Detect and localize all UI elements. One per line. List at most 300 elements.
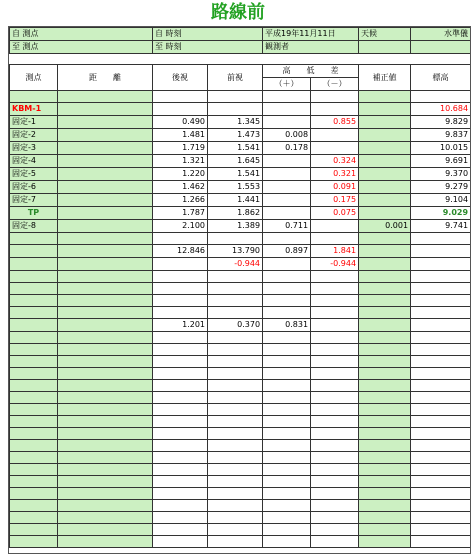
backsight-cell[interactable] bbox=[153, 512, 208, 524]
foresight-cell[interactable] bbox=[208, 271, 263, 283]
backsight-cell[interactable] bbox=[153, 452, 208, 464]
plus-cell[interactable] bbox=[263, 344, 311, 356]
plus-cell[interactable] bbox=[263, 116, 311, 129]
foresight-cell[interactable] bbox=[208, 295, 263, 307]
point-cell[interactable] bbox=[10, 233, 58, 245]
minus-cell[interactable] bbox=[311, 404, 359, 416]
correction-cell[interactable] bbox=[359, 307, 411, 319]
total-plus[interactable]: 0.897 bbox=[263, 245, 311, 258]
point-cell[interactable] bbox=[10, 283, 58, 295]
point-cell[interactable] bbox=[10, 536, 58, 548]
minus-cell[interactable] bbox=[311, 488, 359, 500]
foresight-cell[interactable] bbox=[208, 404, 263, 416]
plus-cell[interactable] bbox=[263, 356, 311, 368]
point-cell[interactable]: KBM-1 bbox=[10, 103, 58, 116]
correction-cell[interactable] bbox=[359, 258, 411, 271]
distance-cell[interactable] bbox=[58, 283, 153, 295]
correction-cell[interactable] bbox=[359, 233, 411, 245]
backsight-cell[interactable] bbox=[153, 344, 208, 356]
plus-cell[interactable] bbox=[263, 307, 311, 319]
diff-minus[interactable]: -0.944 bbox=[311, 258, 359, 271]
foresight-cell[interactable] bbox=[208, 392, 263, 404]
point-cell[interactable] bbox=[10, 500, 58, 512]
backsight-cell[interactable]: 1.220 bbox=[153, 168, 208, 181]
point-cell[interactable] bbox=[10, 464, 58, 476]
plus-cell[interactable] bbox=[263, 332, 311, 344]
distance-cell[interactable] bbox=[58, 258, 153, 271]
foresight-cell[interactable] bbox=[208, 464, 263, 476]
distance-cell[interactable] bbox=[58, 271, 153, 283]
backsight-cell[interactable] bbox=[153, 295, 208, 307]
correction-cell[interactable] bbox=[359, 416, 411, 428]
distance-cell[interactable] bbox=[58, 116, 153, 129]
minus-cell[interactable] bbox=[311, 452, 359, 464]
elevation-cell[interactable] bbox=[411, 344, 471, 356]
correction-cell[interactable] bbox=[359, 428, 411, 440]
elevation-cell[interactable]: 9.741 bbox=[411, 220, 471, 233]
minus-cell[interactable]: 0.324 bbox=[311, 155, 359, 168]
minus-cell[interactable]: 0.321 bbox=[311, 168, 359, 181]
plus-cell[interactable] bbox=[263, 440, 311, 452]
foresight-cell[interactable]: 1.645 bbox=[208, 155, 263, 168]
minus-cell[interactable] bbox=[311, 142, 359, 155]
point-cell[interactable] bbox=[10, 307, 58, 319]
point-cell[interactable] bbox=[10, 344, 58, 356]
point-cell[interactable] bbox=[10, 245, 58, 258]
plus-cell[interactable] bbox=[263, 368, 311, 380]
minus-cell[interactable] bbox=[311, 319, 359, 332]
minus-cell[interactable] bbox=[311, 271, 359, 283]
foresight-cell[interactable] bbox=[208, 332, 263, 344]
plus-cell[interactable] bbox=[263, 283, 311, 295]
info-blank[interactable] bbox=[359, 41, 411, 54]
backsight-cell[interactable] bbox=[153, 103, 208, 116]
plus-cell[interactable] bbox=[263, 194, 311, 207]
distance-cell[interactable] bbox=[58, 319, 153, 332]
minus-cell[interactable] bbox=[311, 332, 359, 344]
backsight-cell[interactable]: 0.490 bbox=[153, 116, 208, 129]
backsight-cell[interactable]: 2.100 bbox=[153, 220, 208, 233]
foresight-cell[interactable]: 1.473 bbox=[208, 129, 263, 142]
distance-cell[interactable] bbox=[58, 500, 153, 512]
point-cell[interactable]: 固定-7 bbox=[10, 194, 58, 207]
correction-cell[interactable] bbox=[359, 116, 411, 129]
foresight-cell[interactable] bbox=[208, 103, 263, 116]
backsight-cell[interactable] bbox=[153, 500, 208, 512]
correction-cell[interactable] bbox=[359, 103, 411, 116]
foresight-cell[interactable] bbox=[208, 524, 263, 536]
plus-cell[interactable] bbox=[263, 476, 311, 488]
correction-cell[interactable] bbox=[359, 452, 411, 464]
point-cell[interactable] bbox=[10, 319, 58, 332]
distance-cell[interactable] bbox=[58, 440, 153, 452]
foresight-cell[interactable] bbox=[208, 488, 263, 500]
point-cell[interactable] bbox=[10, 488, 58, 500]
elevation-cell[interactable]: 9.837 bbox=[411, 129, 471, 142]
elevation-cell[interactable]: 9.370 bbox=[411, 168, 471, 181]
point-cell[interactable]: 固定-8 bbox=[10, 220, 58, 233]
distance-cell[interactable] bbox=[58, 103, 153, 116]
plus-cell[interactable] bbox=[263, 181, 311, 194]
plus-cell[interactable]: 0.008 bbox=[263, 129, 311, 142]
foresight-cell[interactable]: 1.553 bbox=[208, 181, 263, 194]
backsight-cell[interactable] bbox=[153, 416, 208, 428]
foresight-cell[interactable] bbox=[208, 452, 263, 464]
minus-cell[interactable] bbox=[311, 380, 359, 392]
correction-cell[interactable] bbox=[359, 512, 411, 524]
plus-cell[interactable] bbox=[263, 488, 311, 500]
foresight-cell[interactable] bbox=[208, 307, 263, 319]
total-backsight[interactable]: 12.846 bbox=[153, 245, 208, 258]
point-cell[interactable] bbox=[10, 512, 58, 524]
correction-cell[interactable] bbox=[359, 368, 411, 380]
plus-cell[interactable]: 0.178 bbox=[263, 142, 311, 155]
distance-cell[interactable] bbox=[58, 207, 153, 220]
correction-cell[interactable] bbox=[359, 500, 411, 512]
minus-cell[interactable] bbox=[311, 500, 359, 512]
elevation-cell[interactable]: 10.015 bbox=[411, 142, 471, 155]
plus-cell[interactable] bbox=[263, 207, 311, 220]
elevation-cell[interactable] bbox=[411, 258, 471, 271]
elevation-cell[interactable] bbox=[411, 380, 471, 392]
elevation-cell[interactable] bbox=[411, 476, 471, 488]
minus-cell[interactable] bbox=[311, 103, 359, 116]
elevation-cell[interactable] bbox=[411, 500, 471, 512]
plus-cell[interactable] bbox=[263, 392, 311, 404]
correction-cell[interactable] bbox=[359, 283, 411, 295]
correction-cell[interactable] bbox=[359, 404, 411, 416]
correction-cell[interactable] bbox=[359, 380, 411, 392]
distance-cell[interactable] bbox=[58, 512, 153, 524]
correction-cell[interactable] bbox=[359, 488, 411, 500]
point-cell[interactable] bbox=[10, 416, 58, 428]
distance-cell[interactable] bbox=[58, 464, 153, 476]
correction-cell[interactable] bbox=[359, 155, 411, 168]
correction-cell[interactable] bbox=[359, 142, 411, 155]
minus-cell[interactable]: 0.075 bbox=[311, 207, 359, 220]
plus-cell[interactable] bbox=[263, 512, 311, 524]
elevation-cell[interactable] bbox=[411, 464, 471, 476]
point-cell[interactable] bbox=[10, 368, 58, 380]
point-cell[interactable]: 固定-2 bbox=[10, 129, 58, 142]
backsight-cell[interactable] bbox=[153, 488, 208, 500]
plus-cell[interactable] bbox=[263, 428, 311, 440]
distance-cell[interactable] bbox=[58, 91, 153, 103]
distance-cell[interactable] bbox=[58, 307, 153, 319]
distance-cell[interactable] bbox=[58, 295, 153, 307]
foresight-cell[interactable]: 1.441 bbox=[208, 194, 263, 207]
minus-cell[interactable] bbox=[311, 416, 359, 428]
backsight-cell[interactable] bbox=[153, 428, 208, 440]
point-cell[interactable] bbox=[10, 332, 58, 344]
distance-cell[interactable] bbox=[58, 155, 153, 168]
point-cell[interactable] bbox=[10, 392, 58, 404]
distance-cell[interactable] bbox=[58, 536, 153, 548]
distance-cell[interactable] bbox=[58, 524, 153, 536]
correction-cell[interactable] bbox=[359, 207, 411, 220]
backsight-cell[interactable] bbox=[153, 332, 208, 344]
distance-cell[interactable] bbox=[58, 233, 153, 245]
correction-cell[interactable] bbox=[359, 524, 411, 536]
plus-cell[interactable] bbox=[263, 168, 311, 181]
minus-cell[interactable] bbox=[311, 344, 359, 356]
plus-cell[interactable] bbox=[263, 271, 311, 283]
foresight-cell[interactable]: 1.541 bbox=[208, 168, 263, 181]
foresight-cell[interactable] bbox=[208, 428, 263, 440]
plus-cell[interactable] bbox=[263, 155, 311, 168]
total-minus[interactable]: 1.841 bbox=[311, 245, 359, 258]
distance-cell[interactable] bbox=[58, 476, 153, 488]
distance-cell[interactable] bbox=[58, 245, 153, 258]
distance-cell[interactable] bbox=[58, 416, 153, 428]
plus-cell[interactable] bbox=[263, 536, 311, 548]
correction-cell[interactable] bbox=[359, 356, 411, 368]
distance-cell[interactable] bbox=[58, 356, 153, 368]
distance-cell[interactable] bbox=[58, 368, 153, 380]
backsight-cell[interactable] bbox=[153, 356, 208, 368]
backsight-cell[interactable] bbox=[153, 91, 208, 103]
backsight-cell[interactable] bbox=[153, 283, 208, 295]
plus-cell[interactable]: 0.711 bbox=[263, 220, 311, 233]
elevation-cell[interactable]: 9.691 bbox=[411, 155, 471, 168]
backsight-cell[interactable] bbox=[153, 392, 208, 404]
backsight-cell[interactable] bbox=[153, 307, 208, 319]
point-cell[interactable] bbox=[10, 476, 58, 488]
backsight-cell[interactable] bbox=[153, 258, 208, 271]
backsight-cell[interactable] bbox=[153, 380, 208, 392]
distance-cell[interactable] bbox=[58, 404, 153, 416]
foresight-cell[interactable] bbox=[208, 416, 263, 428]
foresight-cell[interactable] bbox=[208, 91, 263, 103]
foresight-cell[interactable] bbox=[208, 536, 263, 548]
point-cell[interactable]: 固定-3 bbox=[10, 142, 58, 155]
point-cell[interactable]: 固定-5 bbox=[10, 168, 58, 181]
elevation-cell[interactable] bbox=[411, 295, 471, 307]
backsight-cell[interactable] bbox=[153, 524, 208, 536]
correction-cell[interactable] bbox=[359, 245, 411, 258]
point-cell[interactable]: 固定-4 bbox=[10, 155, 58, 168]
distance-cell[interactable] bbox=[58, 380, 153, 392]
total-foresight[interactable]: 13.790 bbox=[208, 245, 263, 258]
minus-cell[interactable] bbox=[311, 476, 359, 488]
correction-cell[interactable] bbox=[359, 440, 411, 452]
elevation-cell[interactable]: 9.029 bbox=[411, 207, 471, 220]
elevation-cell[interactable] bbox=[411, 283, 471, 295]
correction-cell[interactable] bbox=[359, 464, 411, 476]
elevation-cell[interactable] bbox=[411, 392, 471, 404]
summary-backsight[interactable]: 1.201 bbox=[153, 319, 208, 332]
minus-cell[interactable] bbox=[311, 524, 359, 536]
backsight-cell[interactable]: 1.787 bbox=[153, 207, 208, 220]
point-cell[interactable] bbox=[10, 258, 58, 271]
minus-cell[interactable] bbox=[311, 536, 359, 548]
minus-cell[interactable] bbox=[311, 368, 359, 380]
plus-cell[interactable] bbox=[263, 258, 311, 271]
elevation-cell[interactable] bbox=[411, 452, 471, 464]
summary-plus[interactable]: 0.831 bbox=[263, 319, 311, 332]
foresight-cell[interactable] bbox=[208, 283, 263, 295]
correction-cell[interactable] bbox=[359, 168, 411, 181]
correction-cell[interactable] bbox=[359, 332, 411, 344]
point-cell[interactable]: 固定-6 bbox=[10, 181, 58, 194]
correction-cell[interactable] bbox=[359, 91, 411, 103]
point-cell[interactable]: TP bbox=[10, 207, 58, 220]
backsight-cell[interactable] bbox=[153, 536, 208, 548]
distance-cell[interactable] bbox=[58, 194, 153, 207]
point-cell[interactable] bbox=[10, 452, 58, 464]
minus-cell[interactable] bbox=[311, 392, 359, 404]
foresight-cell[interactable] bbox=[208, 512, 263, 524]
elevation-cell[interactable] bbox=[411, 368, 471, 380]
backsight-cell[interactable]: 1.462 bbox=[153, 181, 208, 194]
elevation-cell[interactable] bbox=[411, 233, 471, 245]
distance-cell[interactable] bbox=[58, 181, 153, 194]
correction-cell[interactable] bbox=[359, 344, 411, 356]
elevation-cell[interactable] bbox=[411, 307, 471, 319]
distance-cell[interactable] bbox=[58, 129, 153, 142]
point-cell[interactable]: 固定-1 bbox=[10, 116, 58, 129]
foresight-cell[interactable]: 1.862 bbox=[208, 207, 263, 220]
minus-cell[interactable] bbox=[311, 512, 359, 524]
correction-cell[interactable] bbox=[359, 476, 411, 488]
minus-cell[interactable] bbox=[311, 283, 359, 295]
point-cell[interactable] bbox=[10, 524, 58, 536]
point-cell[interactable] bbox=[10, 440, 58, 452]
distance-cell[interactable] bbox=[58, 428, 153, 440]
elevation-cell[interactable] bbox=[411, 319, 471, 332]
distance-cell[interactable] bbox=[58, 332, 153, 344]
minus-cell[interactable]: 0.091 bbox=[311, 181, 359, 194]
diff-foresight[interactable]: -0.944 bbox=[208, 258, 263, 271]
foresight-cell[interactable]: 1.541 bbox=[208, 142, 263, 155]
correction-cell[interactable]: 0.001 bbox=[359, 220, 411, 233]
elevation-cell[interactable] bbox=[411, 428, 471, 440]
elevation-cell[interactable] bbox=[411, 356, 471, 368]
correction-cell[interactable] bbox=[359, 194, 411, 207]
elevation-cell[interactable]: 9.829 bbox=[411, 116, 471, 129]
plus-cell[interactable] bbox=[263, 103, 311, 116]
correction-cell[interactable] bbox=[359, 392, 411, 404]
elevation-cell[interactable] bbox=[411, 488, 471, 500]
minus-cell[interactable] bbox=[311, 295, 359, 307]
plus-cell[interactable] bbox=[263, 404, 311, 416]
elevation-cell[interactable] bbox=[411, 91, 471, 103]
backsight-cell[interactable] bbox=[153, 464, 208, 476]
elevation-cell[interactable]: 9.104 bbox=[411, 194, 471, 207]
elevation-cell[interactable] bbox=[411, 416, 471, 428]
instrument-cell[interactable]: 水準儀 bbox=[411, 28, 471, 41]
plus-cell[interactable] bbox=[263, 233, 311, 245]
plus-cell[interactable] bbox=[263, 500, 311, 512]
foresight-cell[interactable] bbox=[208, 344, 263, 356]
plus-cell[interactable] bbox=[263, 416, 311, 428]
minus-cell[interactable] bbox=[311, 233, 359, 245]
foresight-cell[interactable] bbox=[208, 233, 263, 245]
distance-cell[interactable] bbox=[58, 220, 153, 233]
distance-cell[interactable] bbox=[58, 168, 153, 181]
minus-cell[interactable]: 0.175 bbox=[311, 194, 359, 207]
minus-cell[interactable] bbox=[311, 220, 359, 233]
point-cell[interactable] bbox=[10, 91, 58, 103]
elevation-cell[interactable] bbox=[411, 524, 471, 536]
foresight-cell[interactable] bbox=[208, 368, 263, 380]
backsight-cell[interactable] bbox=[153, 271, 208, 283]
backsight-cell[interactable]: 1.719 bbox=[153, 142, 208, 155]
elevation-cell[interactable]: 9.279 bbox=[411, 181, 471, 194]
elevation-cell[interactable]: 10.684 bbox=[411, 103, 471, 116]
correction-cell[interactable] bbox=[359, 271, 411, 283]
foresight-cell[interactable] bbox=[208, 380, 263, 392]
foresight-cell[interactable] bbox=[208, 356, 263, 368]
elevation-cell[interactable] bbox=[411, 245, 471, 258]
summary-foresight[interactable]: 0.370 bbox=[208, 319, 263, 332]
minus-cell[interactable] bbox=[311, 464, 359, 476]
info-blank[interactable] bbox=[411, 41, 471, 54]
backsight-cell[interactable] bbox=[153, 476, 208, 488]
foresight-cell[interactable] bbox=[208, 440, 263, 452]
elevation-cell[interactable] bbox=[411, 271, 471, 283]
plus-cell[interactable] bbox=[263, 524, 311, 536]
backsight-cell[interactable]: 1.481 bbox=[153, 129, 208, 142]
plus-cell[interactable] bbox=[263, 380, 311, 392]
point-cell[interactable] bbox=[10, 271, 58, 283]
distance-cell[interactable] bbox=[58, 488, 153, 500]
minus-cell[interactable] bbox=[311, 428, 359, 440]
plus-cell[interactable] bbox=[263, 464, 311, 476]
backsight-cell[interactable] bbox=[153, 404, 208, 416]
correction-cell[interactable] bbox=[359, 536, 411, 548]
backsight-cell[interactable]: 1.321 bbox=[153, 155, 208, 168]
elevation-cell[interactable] bbox=[411, 536, 471, 548]
point-cell[interactable] bbox=[10, 356, 58, 368]
foresight-cell[interactable]: 1.345 bbox=[208, 116, 263, 129]
foresight-cell[interactable] bbox=[208, 500, 263, 512]
plus-cell[interactable] bbox=[263, 452, 311, 464]
date-cell[interactable]: 平成19年11月11日 bbox=[263, 28, 359, 41]
backsight-cell[interactable] bbox=[153, 368, 208, 380]
point-cell[interactable] bbox=[10, 380, 58, 392]
plus-cell[interactable] bbox=[263, 295, 311, 307]
elevation-cell[interactable] bbox=[411, 440, 471, 452]
point-cell[interactable] bbox=[10, 295, 58, 307]
minus-cell[interactable] bbox=[311, 91, 359, 103]
point-cell[interactable] bbox=[10, 428, 58, 440]
elevation-cell[interactable] bbox=[411, 404, 471, 416]
distance-cell[interactable] bbox=[58, 392, 153, 404]
minus-cell[interactable]: 0.855 bbox=[311, 116, 359, 129]
minus-cell[interactable] bbox=[311, 129, 359, 142]
distance-cell[interactable] bbox=[58, 142, 153, 155]
backsight-cell[interactable]: 1.266 bbox=[153, 194, 208, 207]
correction-cell[interactable] bbox=[359, 319, 411, 332]
correction-cell[interactable] bbox=[359, 181, 411, 194]
foresight-cell[interactable]: 1.389 bbox=[208, 220, 263, 233]
distance-cell[interactable] bbox=[58, 452, 153, 464]
minus-cell[interactable] bbox=[311, 307, 359, 319]
backsight-cell[interactable] bbox=[153, 233, 208, 245]
elevation-cell[interactable] bbox=[411, 332, 471, 344]
distance-cell[interactable] bbox=[58, 344, 153, 356]
foresight-cell[interactable] bbox=[208, 476, 263, 488]
elevation-cell[interactable] bbox=[411, 512, 471, 524]
backsight-cell[interactable] bbox=[153, 440, 208, 452]
correction-cell[interactable] bbox=[359, 295, 411, 307]
correction-cell[interactable] bbox=[359, 129, 411, 142]
minus-cell[interactable] bbox=[311, 440, 359, 452]
point-cell[interactable] bbox=[10, 404, 58, 416]
minus-cell[interactable] bbox=[311, 356, 359, 368]
plus-cell[interactable] bbox=[263, 91, 311, 103]
